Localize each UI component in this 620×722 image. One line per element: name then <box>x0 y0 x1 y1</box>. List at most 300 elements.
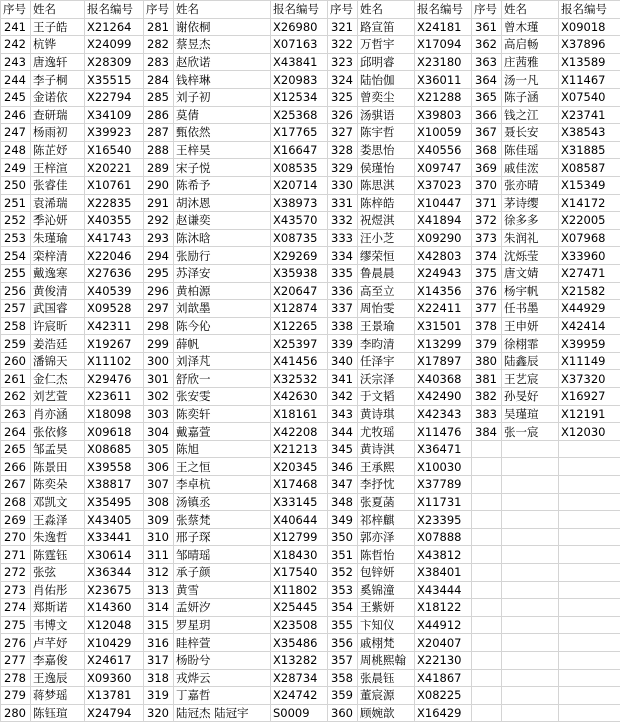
registration-id-cell[interactable]: S0009 <box>271 704 328 722</box>
serial-number-cell[interactable]: 282 <box>144 36 174 54</box>
serial-number-cell[interactable]: 247 <box>1 124 31 142</box>
registration-id-cell[interactable]: X23741 <box>559 106 620 124</box>
name-cell[interactable]: 薛帆 <box>174 335 271 353</box>
column-header[interactable]: 姓名 <box>31 1 85 19</box>
serial-number-cell[interactable]: 362 <box>472 36 502 54</box>
registration-id-cell[interactable]: X41456 <box>271 352 328 370</box>
registration-id-cell[interactable] <box>559 704 620 722</box>
serial-number-cell[interactable]: 373 <box>472 229 502 247</box>
serial-number-cell[interactable]: 259 <box>1 335 31 353</box>
name-cell[interactable] <box>502 493 559 511</box>
registration-id-cell[interactable]: X31501 <box>415 317 472 335</box>
name-cell[interactable]: 王梓昊 <box>174 141 271 159</box>
registration-id-cell[interactable] <box>559 581 620 599</box>
registration-id-cell[interactable]: X39923 <box>85 124 144 142</box>
registration-id-cell[interactable] <box>559 493 620 511</box>
serial-number-cell[interactable] <box>472 511 502 529</box>
serial-number-cell[interactable]: 351 <box>328 546 358 564</box>
name-cell[interactable]: 陆冠杰 陆冠宇 <box>174 704 271 722</box>
registration-id-cell[interactable]: X37320 <box>559 370 620 388</box>
serial-number-cell[interactable]: 298 <box>144 317 174 335</box>
registration-id-cell[interactable]: X26980 <box>271 18 328 36</box>
registration-id-cell[interactable]: X12265 <box>271 317 328 335</box>
registration-id-cell[interactable]: X10429 <box>85 634 144 652</box>
registration-id-cell[interactable]: X19267 <box>85 335 144 353</box>
registration-id-cell[interactable]: X41743 <box>85 229 144 247</box>
serial-number-cell[interactable]: 317 <box>144 651 174 669</box>
serial-number-cell[interactable]: 243 <box>1 53 31 71</box>
registration-id-cell[interactable]: X44912 <box>415 616 472 634</box>
registration-id-cell[interactable]: X13299 <box>415 335 472 353</box>
serial-number-cell[interactable] <box>472 651 502 669</box>
name-cell[interactable]: 季沁妍 <box>31 212 85 230</box>
serial-number-cell[interactable]: 272 <box>1 564 31 582</box>
serial-number-cell[interactable]: 384 <box>472 423 502 441</box>
serial-number-cell[interactable]: 330 <box>328 176 358 194</box>
registration-id-cell[interactable]: X10447 <box>415 194 472 212</box>
name-cell[interactable]: 陈景田 <box>31 458 85 476</box>
serial-number-cell[interactable]: 291 <box>144 194 174 212</box>
registration-id-cell[interactable]: X42208 <box>271 423 328 441</box>
registration-id-cell[interactable]: X09360 <box>85 669 144 687</box>
serial-number-cell[interactable]: 343 <box>328 405 358 423</box>
serial-number-cell[interactable]: 377 <box>472 300 502 318</box>
name-cell[interactable] <box>502 546 559 564</box>
registration-id-cell[interactable]: X42630 <box>271 388 328 406</box>
serial-number-cell[interactable]: 329 <box>328 159 358 177</box>
serial-number-cell[interactable]: 348 <box>328 493 358 511</box>
serial-number-cell[interactable]: 275 <box>1 616 31 634</box>
serial-number-cell[interactable] <box>472 458 502 476</box>
name-cell[interactable]: 王子皓 <box>31 18 85 36</box>
registration-id-cell[interactable]: X35515 <box>85 71 144 89</box>
serial-number-cell[interactable]: 277 <box>1 651 31 669</box>
registration-id-cell[interactable]: X13781 <box>85 687 144 705</box>
serial-number-cell[interactable]: 251 <box>1 194 31 212</box>
name-cell[interactable]: 王紫妍 <box>358 599 415 617</box>
registration-id-cell[interactable]: X25445 <box>271 599 328 617</box>
serial-number-cell[interactable]: 254 <box>1 247 31 265</box>
name-cell[interactable]: 邱明睿 <box>358 53 415 71</box>
name-cell[interactable]: 朱润礼 <box>502 229 559 247</box>
name-cell[interactable]: 罗星玥 <box>174 616 271 634</box>
registration-id-cell[interactable]: X22794 <box>85 88 144 106</box>
registration-id-cell[interactable]: X43444 <box>415 581 472 599</box>
serial-number-cell[interactable]: 306 <box>144 458 174 476</box>
name-cell[interactable]: 徐栩霏 <box>502 335 559 353</box>
name-cell[interactable]: 陈今伈 <box>174 317 271 335</box>
registration-id-cell[interactable]: X43405 <box>85 511 144 529</box>
registration-id-cell[interactable]: X10059 <box>415 124 472 142</box>
column-header[interactable]: 序号 <box>144 1 174 19</box>
serial-number-cell[interactable]: 344 <box>328 423 358 441</box>
serial-number-cell[interactable]: 320 <box>144 704 174 722</box>
serial-number-cell[interactable]: 276 <box>1 634 31 652</box>
serial-number-cell[interactable]: 300 <box>144 352 174 370</box>
serial-number-cell[interactable]: 352 <box>328 564 358 582</box>
serial-number-cell[interactable]: 341 <box>328 370 358 388</box>
registration-id-cell[interactable]: X24181 <box>415 18 472 36</box>
registration-id-cell[interactable]: X44929 <box>559 300 620 318</box>
name-cell[interactable]: 舒欣一 <box>174 370 271 388</box>
name-cell[interactable]: 唐文婧 <box>502 264 559 282</box>
registration-id-cell[interactable]: X38817 <box>85 476 144 494</box>
registration-id-cell[interactable]: X24943 <box>415 264 472 282</box>
serial-number-cell[interactable]: 261 <box>1 370 31 388</box>
serial-number-cell[interactable]: 342 <box>328 388 358 406</box>
name-cell[interactable]: 杭铧 <box>31 36 85 54</box>
registration-id-cell[interactable]: X30614 <box>85 546 144 564</box>
registration-id-cell[interactable] <box>559 669 620 687</box>
name-cell[interactable]: 李子桐 <box>31 71 85 89</box>
name-cell[interactable]: 李嘉俊 <box>31 651 85 669</box>
registration-id-cell[interactable]: X28309 <box>85 53 144 71</box>
serial-number-cell[interactable]: 257 <box>1 300 31 318</box>
serial-number-cell[interactable]: 328 <box>328 141 358 159</box>
name-cell[interactable]: 潘锦天 <box>31 352 85 370</box>
serial-number-cell[interactable]: 292 <box>144 212 174 230</box>
registration-id-cell[interactable]: X08225 <box>415 687 472 705</box>
serial-number-cell[interactable]: 324 <box>328 71 358 89</box>
serial-number-cell[interactable]: 252 <box>1 212 31 230</box>
name-cell[interactable]: 戴嘉萱 <box>174 423 271 441</box>
name-cell[interactable]: 武国睿 <box>31 300 85 318</box>
serial-number-cell[interactable]: 374 <box>472 247 502 265</box>
registration-id-cell[interactable]: X10030 <box>415 458 472 476</box>
name-cell[interactable]: 承子颜 <box>174 564 271 582</box>
serial-number-cell[interactable]: 310 <box>144 528 174 546</box>
name-cell[interactable]: 曾木瑾 <box>502 18 559 36</box>
name-cell[interactable] <box>502 581 559 599</box>
name-cell[interactable]: 路宣笛 <box>358 18 415 36</box>
registration-id-cell[interactable]: X37896 <box>559 36 620 54</box>
serial-number-cell[interactable]: 284 <box>144 71 174 89</box>
serial-number-cell[interactable]: 262 <box>1 388 31 406</box>
serial-number-cell[interactable]: 358 <box>328 669 358 687</box>
registration-id-cell[interactable]: X09290 <box>415 229 472 247</box>
serial-number-cell[interactable]: 290 <box>144 176 174 194</box>
registration-id-cell[interactable] <box>559 634 620 652</box>
serial-number-cell[interactable]: 361 <box>472 18 502 36</box>
serial-number-cell[interactable]: 260 <box>1 352 31 370</box>
registration-id-cell[interactable]: X12030 <box>559 423 620 441</box>
registration-id-cell[interactable]: X08535 <box>271 159 328 177</box>
registration-id-cell[interactable]: X12534 <box>271 88 328 106</box>
name-cell[interactable]: 王之恒 <box>174 458 271 476</box>
registration-id-cell[interactable]: X43570 <box>271 212 328 230</box>
name-cell[interactable]: 黄俊清 <box>31 282 85 300</box>
serial-number-cell[interactable]: 334 <box>328 247 358 265</box>
name-cell[interactable]: 李卓杭 <box>174 476 271 494</box>
name-cell[interactable]: 邢子琛 <box>174 528 271 546</box>
name-cell[interactable]: 眭梓萱 <box>174 634 271 652</box>
serial-number-cell[interactable]: 268 <box>1 493 31 511</box>
registration-id-cell[interactable] <box>559 458 620 476</box>
name-cell[interactable]: 张睿佳 <box>31 176 85 194</box>
registration-id-cell[interactable] <box>559 616 620 634</box>
name-cell[interactable]: 高至立 <box>358 282 415 300</box>
registration-id-cell[interactable]: X28734 <box>271 669 328 687</box>
registration-id-cell[interactable]: X13282 <box>271 651 328 669</box>
name-cell[interactable]: 李昀清 <box>358 335 415 353</box>
registration-id-cell[interactable]: X23675 <box>85 581 144 599</box>
serial-number-cell[interactable]: 337 <box>328 300 358 318</box>
registration-id-cell[interactable]: X16647 <box>271 141 328 159</box>
name-cell[interactable]: 王艺宸 <box>502 370 559 388</box>
registration-id-cell[interactable]: X17468 <box>271 476 328 494</box>
serial-number-cell[interactable]: 347 <box>328 476 358 494</box>
name-cell[interactable]: 汤一凡 <box>502 71 559 89</box>
registration-id-cell[interactable]: X22130 <box>415 651 472 669</box>
column-header[interactable]: 序号 <box>328 1 358 19</box>
registration-id-cell[interactable]: X08735 <box>271 229 328 247</box>
name-cell[interactable]: 陈希予 <box>174 176 271 194</box>
serial-number-cell[interactable]: 363 <box>472 53 502 71</box>
registration-id-cell[interactable]: X38973 <box>271 194 328 212</box>
name-cell[interactable]: 王淼泽 <box>31 511 85 529</box>
registration-id-cell[interactable]: X42803 <box>415 247 472 265</box>
serial-number-cell[interactable]: 299 <box>144 335 174 353</box>
registration-id-cell[interactable]: X23395 <box>415 511 472 529</box>
name-cell[interactable]: 邹孟昊 <box>31 440 85 458</box>
serial-number-cell[interactable] <box>472 616 502 634</box>
serial-number-cell[interactable]: 265 <box>1 440 31 458</box>
registration-id-cell[interactable]: X20407 <box>415 634 472 652</box>
serial-number-cell[interactable]: 376 <box>472 282 502 300</box>
registration-id-cell[interactable]: X33960 <box>559 247 620 265</box>
registration-id-cell[interactable]: X12799 <box>271 528 328 546</box>
name-cell[interactable]: 胡沐恩 <box>174 194 271 212</box>
serial-number-cell[interactable]: 281 <box>144 18 174 36</box>
name-cell[interactable]: 赵谦奕 <box>174 212 271 230</box>
serial-number-cell[interactable] <box>472 546 502 564</box>
registration-id-cell[interactable]: X39803 <box>415 106 472 124</box>
name-cell[interactable]: 谢依桐 <box>174 18 271 36</box>
registration-id-cell[interactable]: X21264 <box>85 18 144 36</box>
registration-id-cell[interactable]: X33145 <box>271 493 328 511</box>
serial-number-cell[interactable]: 370 <box>472 176 502 194</box>
name-cell[interactable]: 刘歆墨 <box>174 300 271 318</box>
name-cell[interactable] <box>502 528 559 546</box>
registration-id-cell[interactable]: X42490 <box>415 388 472 406</box>
registration-id-cell[interactable]: X11476 <box>415 423 472 441</box>
serial-number-cell[interactable]: 295 <box>144 264 174 282</box>
serial-number-cell[interactable]: 271 <box>1 546 31 564</box>
name-cell[interactable] <box>502 564 559 582</box>
registration-id-cell[interactable]: X20221 <box>85 159 144 177</box>
registration-id-cell[interactable]: X22835 <box>85 194 144 212</box>
serial-number-cell[interactable]: 326 <box>328 106 358 124</box>
serial-number-cell[interactable]: 350 <box>328 528 358 546</box>
name-cell[interactable]: 宋子悦 <box>174 159 271 177</box>
serial-number-cell[interactable]: 296 <box>144 282 174 300</box>
name-cell[interactable]: 陈梓皓 <box>358 194 415 212</box>
name-cell[interactable]: 鲁晨晨 <box>358 264 415 282</box>
serial-number-cell[interactable]: 333 <box>328 229 358 247</box>
registration-id-cell[interactable]: X11467 <box>559 71 620 89</box>
name-cell[interactable]: 尤牧瑶 <box>358 423 415 441</box>
name-cell[interactable]: 祁梓麒 <box>358 511 415 529</box>
serial-number-cell[interactable]: 273 <box>1 581 31 599</box>
name-cell[interactable]: 朱逸哲 <box>31 528 85 546</box>
registration-id-cell[interactable]: X07968 <box>559 229 620 247</box>
name-cell[interactable] <box>502 476 559 494</box>
name-cell[interactable]: 苏泽安 <box>174 264 271 282</box>
name-cell[interactable]: 高启畅 <box>502 36 559 54</box>
name-cell[interactable]: 姜浩廷 <box>31 335 85 353</box>
column-header[interactable]: 报名编号 <box>559 1 620 19</box>
registration-id-cell[interactable]: X21582 <box>559 282 620 300</box>
serial-number-cell[interactable]: 380 <box>472 352 502 370</box>
registration-id-cell[interactable]: X09528 <box>85 300 144 318</box>
name-cell[interactable]: 祝煜淇 <box>358 212 415 230</box>
name-cell[interactable]: 蒋梦瑶 <box>31 687 85 705</box>
serial-number-cell[interactable]: 318 <box>144 669 174 687</box>
registration-id-cell[interactable]: X12048 <box>85 616 144 634</box>
registration-id-cell[interactable]: X10761 <box>85 176 144 194</box>
name-cell[interactable]: 顾婉歆 <box>358 704 415 722</box>
name-cell[interactable]: 钱之江 <box>502 106 559 124</box>
registration-id-cell[interactable]: X20983 <box>271 71 328 89</box>
serial-number-cell[interactable] <box>472 493 502 511</box>
registration-id-cell[interactable]: X37789 <box>415 476 472 494</box>
registration-id-cell[interactable]: X21213 <box>271 440 328 458</box>
serial-number-cell[interactable]: 305 <box>144 440 174 458</box>
name-cell[interactable]: 娄思怡 <box>358 141 415 159</box>
registration-id-cell[interactable]: X41867 <box>415 669 472 687</box>
registration-id-cell[interactable]: X17094 <box>415 36 472 54</box>
name-cell[interactable]: 甄依然 <box>174 124 271 142</box>
name-cell[interactable]: 刘子初 <box>174 88 271 106</box>
serial-number-cell[interactable]: 364 <box>472 71 502 89</box>
serial-number-cell[interactable]: 332 <box>328 212 358 230</box>
name-cell[interactable]: 栾梓清 <box>31 247 85 265</box>
registration-id-cell[interactable]: X17540 <box>271 564 328 582</box>
name-cell[interactable]: 茅诗缨 <box>502 194 559 212</box>
serial-number-cell[interactable]: 303 <box>144 405 174 423</box>
registration-id-cell[interactable]: X36471 <box>415 440 472 458</box>
name-cell[interactable]: 卞知仪 <box>358 616 415 634</box>
registration-id-cell[interactable]: X42311 <box>85 317 144 335</box>
registration-id-cell[interactable]: X43812 <box>415 546 472 564</box>
serial-number-cell[interactable]: 323 <box>328 53 358 71</box>
serial-number-cell[interactable]: 263 <box>1 405 31 423</box>
name-cell[interactable]: 任泽宇 <box>358 352 415 370</box>
serial-number-cell[interactable]: 280 <box>1 704 31 722</box>
name-cell[interactable]: 赵欣诺 <box>174 53 271 71</box>
serial-number-cell[interactable]: 289 <box>144 159 174 177</box>
serial-number-cell[interactable]: 241 <box>1 18 31 36</box>
name-cell[interactable]: 蔡昱杰 <box>174 36 271 54</box>
registration-id-cell[interactable]: X11102 <box>85 352 144 370</box>
name-cell[interactable]: 庄茜雅 <box>502 53 559 71</box>
name-cell[interactable]: 丁嘉哲 <box>174 687 271 705</box>
name-cell[interactable]: 黄诗淇 <box>358 440 415 458</box>
column-header[interactable]: 报名编号 <box>85 1 144 19</box>
serial-number-cell[interactable] <box>472 634 502 652</box>
name-cell[interactable]: 孟妍汐 <box>174 599 271 617</box>
name-cell[interactable]: 戴逸寒 <box>31 264 85 282</box>
name-cell[interactable]: 陈霆钰 <box>31 546 85 564</box>
name-cell[interactable]: 陈旭 <box>174 440 271 458</box>
registration-id-cell[interactable]: X24794 <box>85 704 144 722</box>
name-cell[interactable]: 朱瑾瑜 <box>31 229 85 247</box>
registration-id-cell[interactable]: X25397 <box>271 335 328 353</box>
name-cell[interactable]: 汤镇丞 <box>174 493 271 511</box>
registration-id-cell[interactable]: X25368 <box>271 106 328 124</box>
serial-number-cell[interactable]: 322 <box>328 36 358 54</box>
registration-id-cell[interactable]: X16927 <box>559 388 620 406</box>
serial-number-cell[interactable] <box>472 440 502 458</box>
registration-id-cell[interactable]: X11731 <box>415 493 472 511</box>
serial-number-cell[interactable]: 309 <box>144 511 174 529</box>
registration-id-cell[interactable]: X18098 <box>85 405 144 423</box>
serial-number-cell[interactable]: 279 <box>1 687 31 705</box>
serial-number-cell[interactable]: 368 <box>472 141 502 159</box>
name-cell[interactable]: 陈哲怡 <box>358 546 415 564</box>
name-cell[interactable]: 戚佳浤 <box>502 159 559 177</box>
registration-id-cell[interactable]: X15349 <box>559 176 620 194</box>
name-cell[interactable]: 吴瑾瑄 <box>502 405 559 423</box>
serial-number-cell[interactable]: 371 <box>472 194 502 212</box>
registration-id-cell[interactable]: X24617 <box>85 651 144 669</box>
name-cell[interactable] <box>502 651 559 669</box>
serial-number-cell[interactable]: 246 <box>1 106 31 124</box>
registration-id-cell[interactable]: X18122 <box>415 599 472 617</box>
name-cell[interactable]: 孙旻好 <box>502 388 559 406</box>
registration-id-cell[interactable]: X17897 <box>415 352 472 370</box>
registration-id-cell[interactable]: X27471 <box>559 264 620 282</box>
registration-id-cell[interactable]: X12191 <box>559 405 620 423</box>
serial-number-cell[interactable]: 248 <box>1 141 31 159</box>
name-cell[interactable]: 侯瑾怡 <box>358 159 415 177</box>
name-cell[interactable]: 戎烨云 <box>174 669 271 687</box>
name-cell[interactable]: 莫倩 <box>174 106 271 124</box>
registration-id-cell[interactable]: X22046 <box>85 247 144 265</box>
registration-id-cell[interactable]: X14172 <box>559 194 620 212</box>
registration-id-cell[interactable] <box>559 564 620 582</box>
name-cell[interactable]: 郭亦泽 <box>358 528 415 546</box>
name-cell[interactable]: 李抒忱 <box>358 476 415 494</box>
name-cell[interactable]: 袁浠瑞 <box>31 194 85 212</box>
name-cell[interactable]: 钱梓琳 <box>174 71 271 89</box>
name-cell[interactable]: 王逸辰 <box>31 669 85 687</box>
registration-id-cell[interactable]: X31885 <box>559 141 620 159</box>
name-cell[interactable]: 卢芊妤 <box>31 634 85 652</box>
name-cell[interactable]: 张弦 <box>31 564 85 582</box>
serial-number-cell[interactable]: 375 <box>472 264 502 282</box>
name-cell[interactable]: 王申妍 <box>502 317 559 335</box>
registration-id-cell[interactable]: X32532 <box>271 370 328 388</box>
serial-number-cell[interactable]: 293 <box>144 229 174 247</box>
serial-number-cell[interactable] <box>472 599 502 617</box>
name-cell[interactable]: 邓凯文 <box>31 493 85 511</box>
name-cell[interactable] <box>502 599 559 617</box>
name-cell[interactable]: 沃宗泽 <box>358 370 415 388</box>
name-cell[interactable]: 万哲宇 <box>358 36 415 54</box>
name-cell[interactable]: 邹晴瑶 <box>174 546 271 564</box>
registration-id-cell[interactable]: X08587 <box>559 159 620 177</box>
name-cell[interactable]: 陈沐晗 <box>174 229 271 247</box>
registration-id-cell[interactable]: X09747 <box>415 159 472 177</box>
serial-number-cell[interactable]: 357 <box>328 651 358 669</box>
registration-id-cell[interactable]: X17765 <box>271 124 328 142</box>
registration-id-cell[interactable]: X20647 <box>271 282 328 300</box>
registration-id-cell[interactable]: X35938 <box>271 264 328 282</box>
name-cell[interactable]: 杨宇帆 <box>502 282 559 300</box>
registration-id-cell[interactable]: X07540 <box>559 88 620 106</box>
name-cell[interactable] <box>502 616 559 634</box>
